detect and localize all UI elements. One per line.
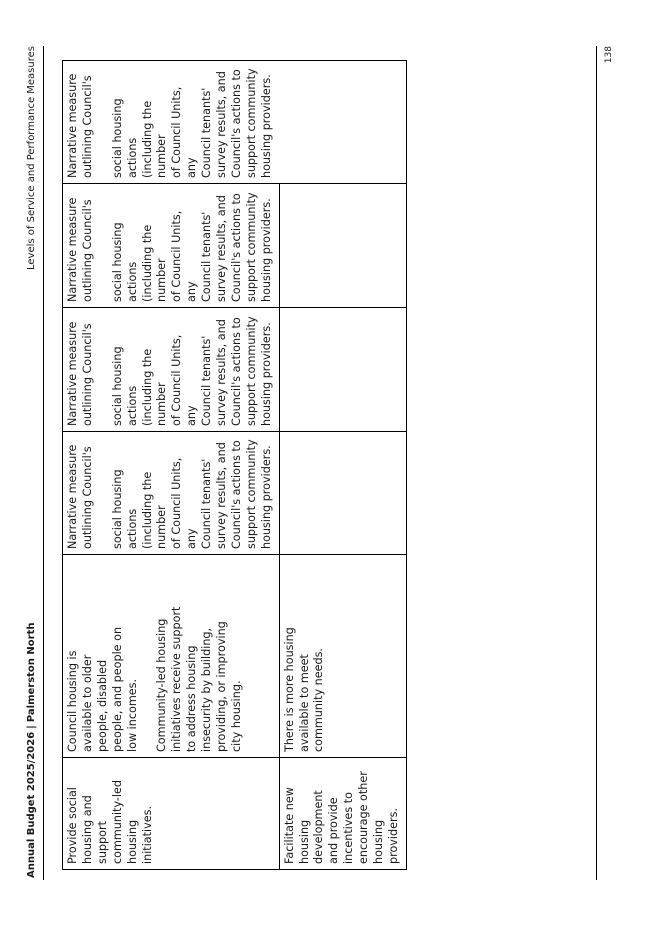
page-number: 138 <box>604 46 614 64</box>
measure-cell: Narrative measure outlining Council's social housing actions (including the number of Council Units, any Council tenants' survey results, and Council's actions to support community housing providers. <box>63 184 280 308</box>
budget-title: Annual Budget 2025/2026 <box>26 731 37 878</box>
empty-cell <box>279 184 406 308</box>
outcome-text: Council housing is available to older people, disabled people, and people on low incomes. <box>66 626 139 752</box>
footer-rule <box>596 46 597 880</box>
outcome-cell: There is more housing available to meet community needs. <box>279 555 406 758</box>
measure-cell: Narrative measure outlining Council's social housing actions (including the number of Council Units, any Council tenants' survey results, and Council's actions to support community housing providers. <box>63 308 280 432</box>
location-name: Palmerston North <box>26 622 37 723</box>
header-rule <box>43 46 44 880</box>
document-title <box>26 623 37 878</box>
section-title: Levels of Service and Performance Measures <box>26 46 37 270</box>
table-row <box>63 61 280 870</box>
title-separator: | <box>26 725 37 729</box>
outcome-text: Community-led housing initiatives receive support to address housing insecurity by building, providing, or improving city housing. <box>155 606 243 752</box>
activity-cell: Facilitate new housing development and provide incentives to encourage other housing providers. <box>279 758 406 870</box>
measure-cell: Narrative measure outlining Council's social housing actions (including the number of Council Units, any Council tenants' survey results, and Council's actions to support community housing providers. <box>63 432 280 555</box>
empty-cell <box>279 432 406 555</box>
empty-cell <box>279 308 406 432</box>
activity-cell: Provide social housing and support community-led housing initiatives. <box>63 758 280 870</box>
service-measures-table <box>62 60 407 870</box>
outcome-cell <box>63 555 280 758</box>
measure-cell: Narrative measure outlining Council's social housing actions (including the number of Council Units, any Council tenants' survey results, and Council's actions to support community housing providers. <box>63 61 407 184</box>
